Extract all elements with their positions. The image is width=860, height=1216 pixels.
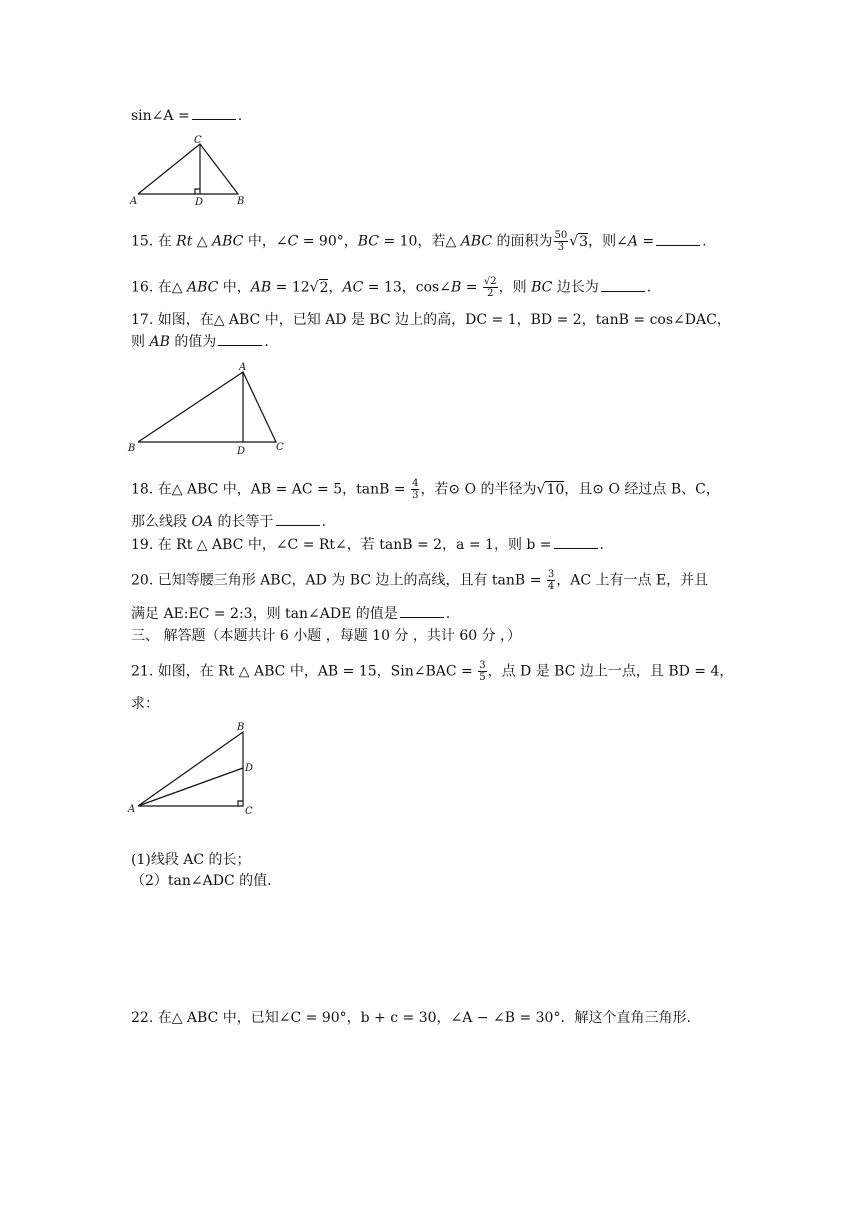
figure-q17-triangle — [126, 360, 296, 458]
label-d: D — [195, 197, 204, 208]
label-d: D — [245, 763, 254, 774]
section-heading: 三、 解答题（本题共计 6 小题 ，每题 10 分 ，共计 60 分 ，） — [131, 628, 522, 644]
question-18-line1: 18. 在△ ABC 中，AB = AC = 5，tanB = $\frac{4}{3}$ ，若⊙ O 的半径为√10，且⊙ O 经过点 B、C， — [131, 478, 720, 501]
question-21-part1: (1)线段 AC 的长； — [131, 852, 251, 868]
question-15: 15. 在 Rt △ ABC 中，∠C = 90°，BC = 10，若△ ABC 的面积为 $\frac{50}{3}$ √3，则∠A = . — [131, 230, 707, 253]
fraction: $\frac{4}{3}$ — [412, 478, 419, 501]
answer-blank — [400, 605, 444, 618]
right-angle-mark — [238, 801, 243, 806]
label-c: C — [245, 806, 253, 817]
label-c: C — [194, 135, 202, 146]
fraction: $\frac{3}{5}$ — [479, 660, 486, 683]
label-b: B — [128, 443, 136, 454]
figure-q21-triangle — [126, 720, 266, 818]
label-b: B — [237, 196, 245, 207]
label-c: C — [276, 442, 284, 453]
q14-answer-line: sin∠A = . — [131, 108, 243, 124]
question-20-line2: 满足 AE:EC = 2:3，则 tan∠ADE 的值是 . — [131, 606, 451, 622]
label-b: B — [237, 722, 245, 733]
label-a: A — [239, 362, 247, 373]
question-17-line2: 则 AB 的值为 . — [131, 334, 269, 350]
question-19: 19. 在 Rt △ ABC 中，∠C = Rt∠，若 tanB = 2，a = 1，则 b = . — [131, 537, 604, 553]
triangle-outline — [138, 732, 243, 806]
answer-blank — [218, 333, 262, 346]
figure-q14-triangle — [128, 136, 258, 208]
answer-blank — [192, 107, 236, 120]
fraction: $\frac{3}{4}$ — [547, 569, 555, 592]
answer-blank — [601, 279, 645, 292]
question-21-part2: （2）tan∠ADC 的值. — [131, 873, 272, 889]
q14-text: sin∠A = — [131, 108, 190, 124]
triangle-outline — [138, 372, 276, 442]
question-16: 16. 在△ ABC 中，AB = 12√2，AC = 13，cos∠B = $\frac{√2}{2}$ ，则 BC 边长为 . — [131, 276, 652, 299]
segment-ad — [138, 768, 243, 806]
triangle-outline — [138, 144, 238, 194]
question-21-line1: 21. 如图，在 Rt △ ABC 中，AB = 15，Sin∠BAC = $\frac{3}{5}$ ，点 D 是 BC 边上一点，且 BD = 4， — [131, 660, 734, 683]
fraction: $\frac{50}{3}$ — [554, 230, 568, 253]
answer-blank — [554, 536, 598, 549]
answer-blank — [656, 233, 700, 246]
right-angle-mark — [195, 189, 200, 194]
question-22: 22. 在△ ABC 中，已知∠C = 90°，b + c = 30，∠A − ∠B = 30°．解这个直角三角形. — [131, 1010, 691, 1026]
answer-blank — [276, 513, 320, 526]
fraction: $\frac{√2}{2}$ — [483, 276, 497, 299]
question-17-line1: 17. 如图，在△ ABC 中，已知 AD 是 BC 边上的高，DC = 1，BD = 2，tanB = cos∠DAC， — [131, 312, 731, 328]
question-21-line2: 求： — [131, 696, 159, 712]
question-20-line1: 20. 已知等腰三角形 ABC，AD 为 BC 边上的高线，且有 tanB = $\frac{3}{4}$ ，AC 上有一点 E，并且 — [131, 569, 709, 592]
label-a: A — [128, 804, 136, 815]
label-a: A — [130, 196, 138, 207]
label-d: D — [237, 446, 246, 457]
question-18-line2: 那么线段 OA 的长等于 . — [131, 514, 326, 530]
